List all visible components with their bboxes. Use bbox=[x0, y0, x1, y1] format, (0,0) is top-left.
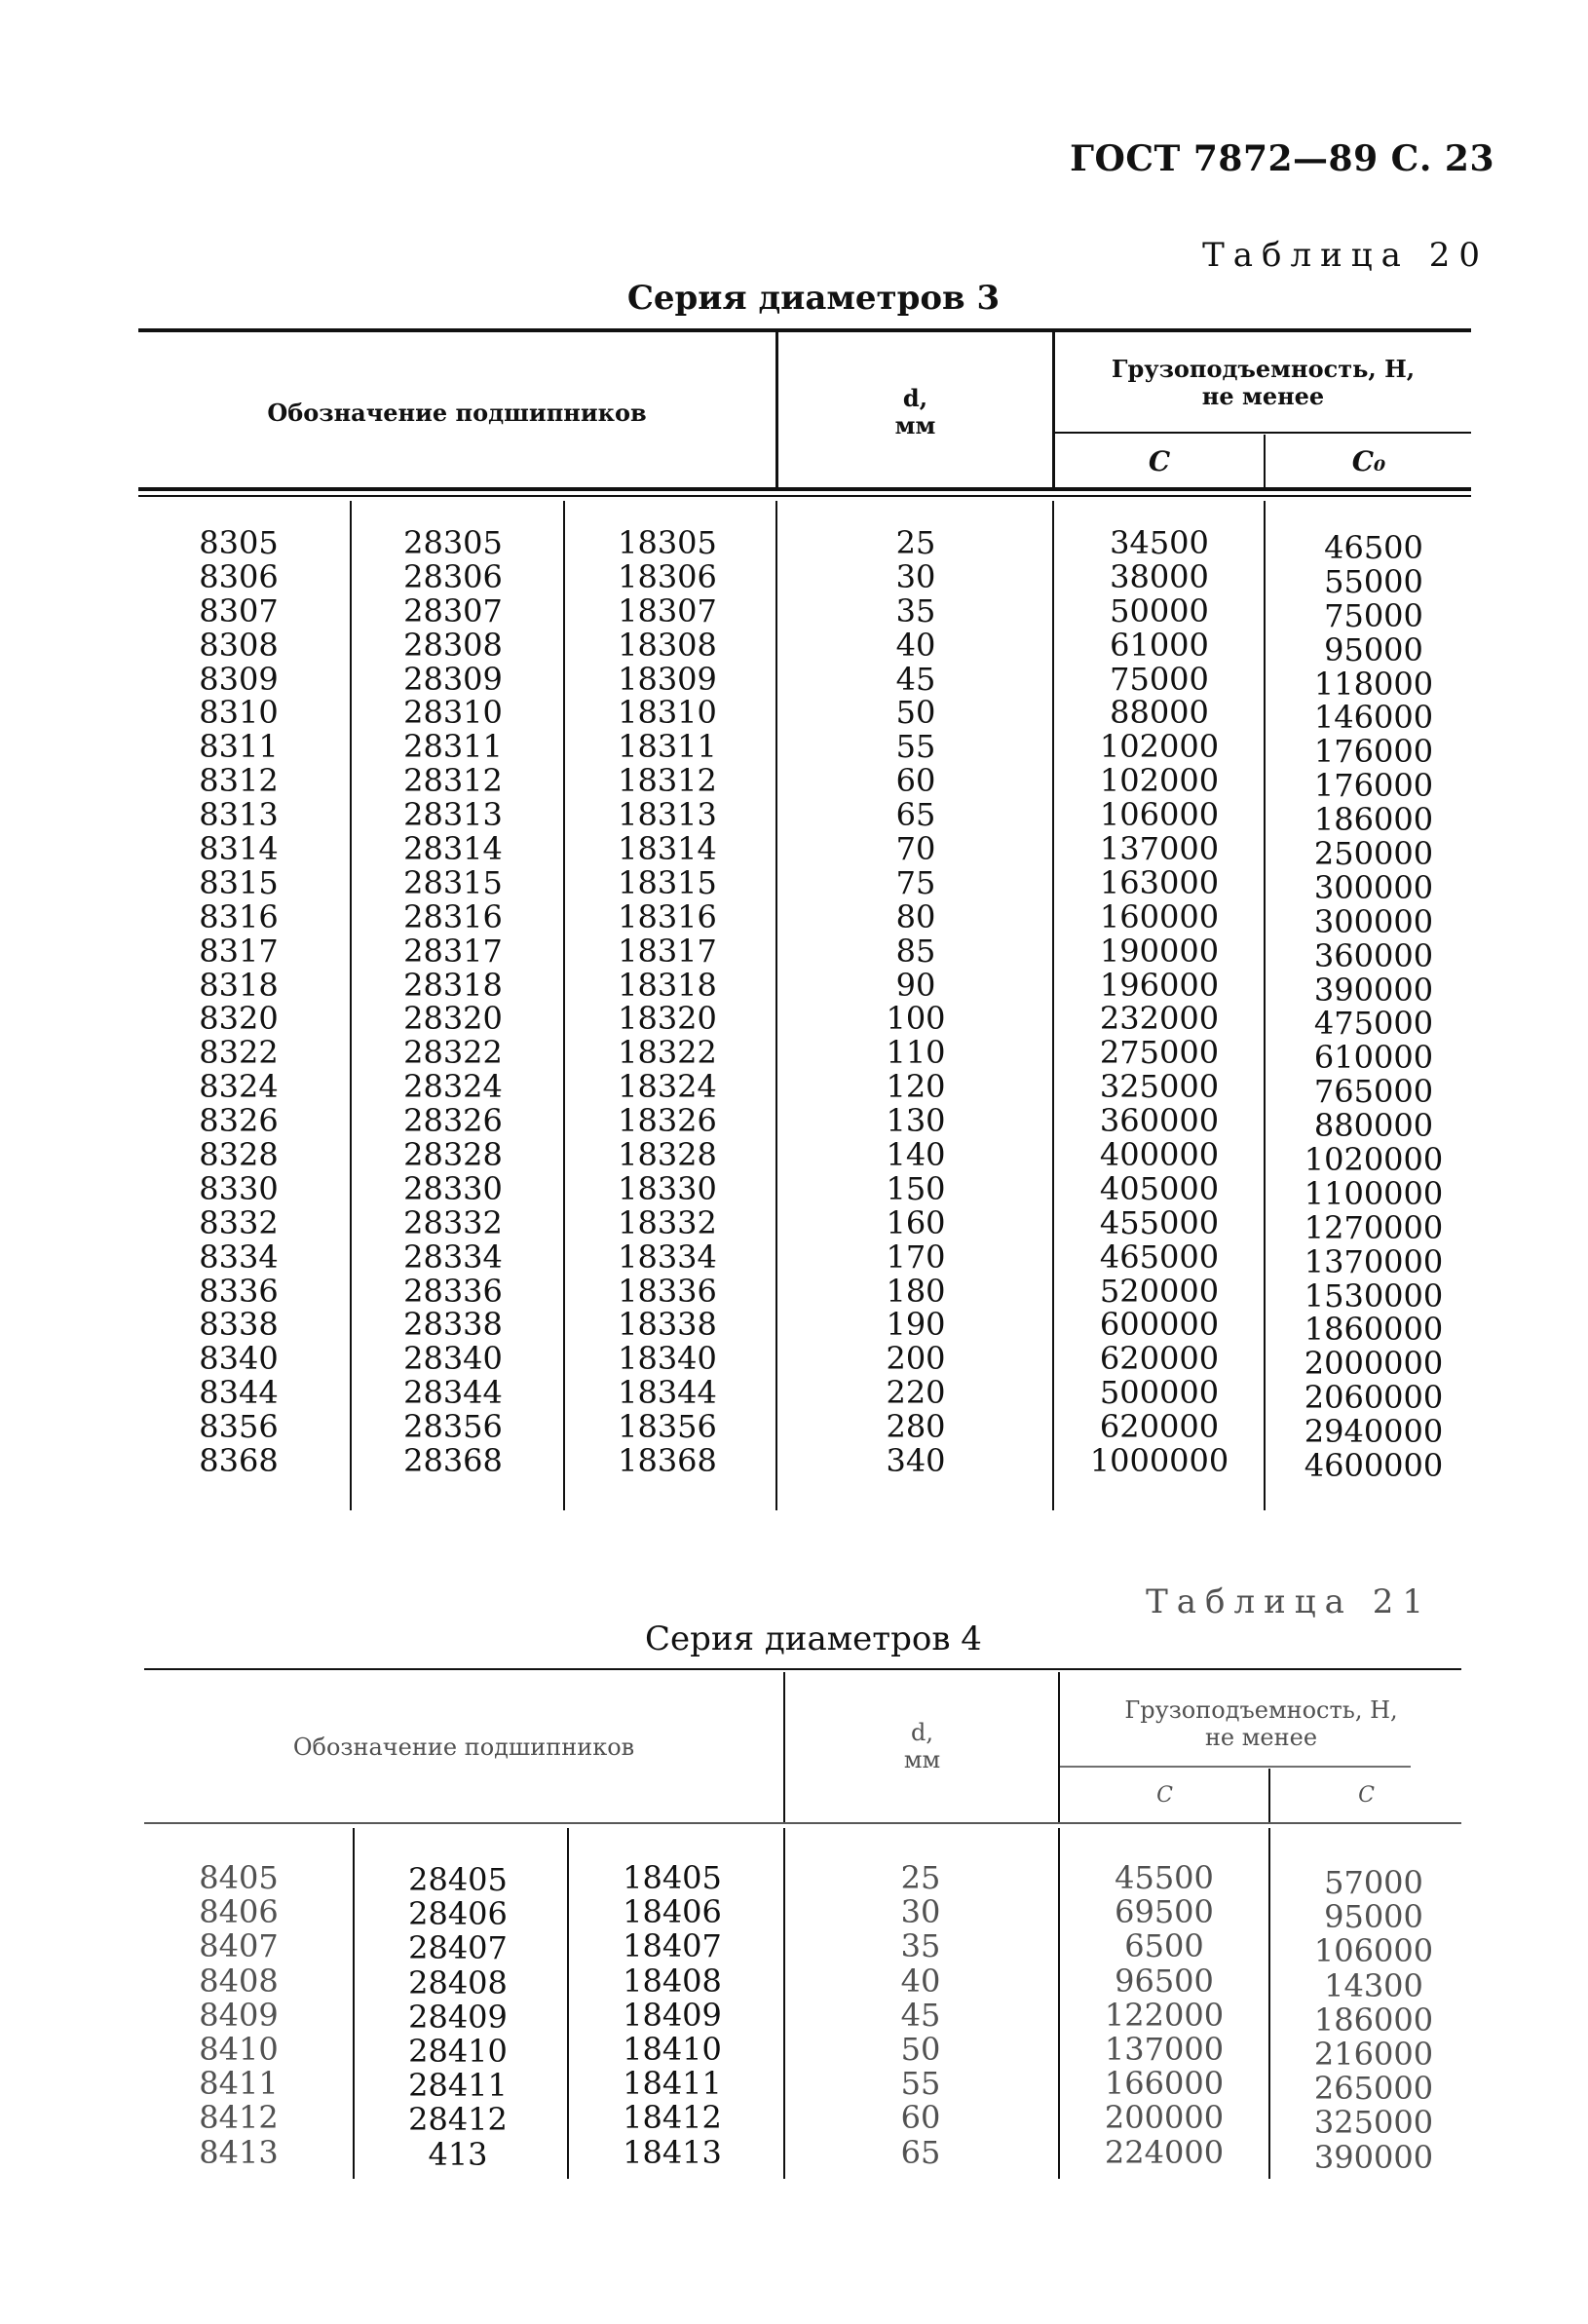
table-20-col-designation-b-cell: 28324 bbox=[403, 1068, 503, 1106]
table-21-col-designation-a-cell: 8406 bbox=[199, 1893, 279, 1931]
table-20-col-c-cell: 360000 bbox=[1099, 1102, 1220, 1140]
table-20-col-designation-c-cell: 18313 bbox=[618, 796, 717, 834]
table-20-col-designation-b-cell: 28308 bbox=[403, 626, 503, 664]
table-20-col-d-cell: 90 bbox=[895, 966, 936, 1004]
table-20-col-designation-c-cell: 18344 bbox=[618, 1374, 717, 1412]
table-21-c0-header: C bbox=[1358, 1783, 1375, 1808]
table-20-col-designation-a-cell: 8307 bbox=[199, 591, 279, 629]
table-20-col-designation-b-cell: 28332 bbox=[403, 1203, 503, 1241]
table-20-col-designation-b-cell: 28306 bbox=[403, 557, 503, 595]
table-21-col-designation-c-cell: 18405 bbox=[623, 1859, 722, 1896]
table-21-col-c-cell: 96500 bbox=[1115, 1962, 1214, 2000]
table-20-col-c bbox=[1081, 526, 1237, 1478]
table-21-col-c-cell: 69500 bbox=[1115, 1893, 1214, 1931]
table-20-col-d-cell: 25 bbox=[895, 524, 936, 561]
table-20-header-rule bbox=[138, 487, 1471, 491]
table-21-col-c bbox=[1086, 1861, 1242, 2170]
table-21-col-c0-cell: 390000 bbox=[1313, 2138, 1434, 2176]
table-20-col-c-cell: 620000 bbox=[1099, 1340, 1220, 1378]
table-20-col-designation-b-cell: 28315 bbox=[403, 863, 503, 901]
table-20-col-designation-a-cell: 8332 bbox=[199, 1203, 279, 1241]
table-20-col-c-cell: 160000 bbox=[1099, 897, 1220, 935]
table-20-col-c0-cell: 176000 bbox=[1313, 767, 1434, 805]
table-21-col-d-cell: 45 bbox=[900, 1996, 941, 2034]
table-20-col-designation-a-cell: 8338 bbox=[199, 1306, 279, 1344]
table-20-col-designation-c-cell: 18340 bbox=[618, 1340, 717, 1378]
table-20-col-d-cell: 220 bbox=[886, 1374, 946, 1412]
table-20-col-designation-c-cell: 18334 bbox=[618, 1238, 717, 1276]
table-20-col-c-cell: 50000 bbox=[1110, 591, 1209, 629]
table-20-col-designation-b-cell: 28305 bbox=[403, 524, 503, 561]
table-20-col-designation-b-cell: 28338 bbox=[403, 1306, 503, 1344]
table-21-header-divider-1 bbox=[783, 1672, 785, 1822]
table-20-col-d-cell: 200 bbox=[886, 1340, 946, 1378]
table-21-col-designation-b-cell: 28407 bbox=[408, 1929, 508, 1967]
table-20-col-designation-c-cell: 18311 bbox=[618, 728, 717, 766]
table-21-col-c-cell: 6500 bbox=[1124, 1927, 1204, 1965]
table-20-col-designation-c-cell: 18330 bbox=[618, 1169, 717, 1207]
table-20-col-c-cell: 102000 bbox=[1099, 762, 1220, 800]
table-20-col-d-cell: 35 bbox=[895, 591, 936, 629]
table-20-col-d-cell: 190 bbox=[886, 1306, 946, 1344]
table-21-col-designation-c-cell: 18406 bbox=[623, 1893, 722, 1931]
table-20-col-c0-cell: 4600000 bbox=[1304, 1447, 1444, 1485]
table-20-col-c0-cell: 186000 bbox=[1313, 801, 1434, 839]
table-21-col-designation-b-cell: 28408 bbox=[408, 1963, 508, 2001]
table-20-top-rule bbox=[138, 328, 1471, 332]
table-21-header-divider-2 bbox=[1058, 1672, 1060, 1822]
table-20-col-designation-a-cell: 8316 bbox=[199, 897, 279, 935]
table-20-body-divider-4 bbox=[1052, 501, 1054, 1510]
table-21-col-designation-c-cell: 18410 bbox=[623, 2030, 722, 2068]
table-20-col-c0-cell: 1100000 bbox=[1304, 1174, 1444, 1212]
table-20-col-designation-c-cell: 18307 bbox=[618, 591, 717, 629]
table-21-col-c-cell: 166000 bbox=[1104, 2065, 1225, 2103]
table-20-col-designation-a-cell: 8322 bbox=[199, 1034, 279, 1072]
table-20-col-c0 bbox=[1291, 531, 1456, 1483]
table-20-col-c0-cell: 610000 bbox=[1313, 1039, 1434, 1077]
table-20-col-designation-a-cell: 8315 bbox=[199, 863, 279, 901]
table-20-col-c0-cell: 390000 bbox=[1313, 971, 1434, 1009]
table-20-col-designation-a-cell: 8330 bbox=[199, 1169, 279, 1207]
table-21-col-designation-c-cell: 18411 bbox=[623, 2065, 722, 2103]
table-20-capacity-header: Грузоподъемность, Н, не менее bbox=[1111, 355, 1416, 410]
table-20-col-designation-a-cell: 8334 bbox=[199, 1238, 279, 1276]
table-21-col-designation-b-cell: 28412 bbox=[408, 2101, 508, 2139]
table-20-col-c0-cell: 300000 bbox=[1313, 902, 1434, 940]
table-20-col-designation-a-cell: 8313 bbox=[199, 796, 279, 834]
table-20-col-designation-a-cell: 8306 bbox=[199, 557, 279, 595]
table-21-col-d-cell: 25 bbox=[900, 1859, 941, 1896]
table-21-col-c-cell: 224000 bbox=[1104, 2133, 1225, 2171]
table-21-col-designation-c-cell: 18413 bbox=[623, 2133, 722, 2171]
table-21-col-designation-b-cell: 28405 bbox=[408, 1861, 508, 1898]
table-20-col-c0-cell: 176000 bbox=[1313, 733, 1434, 771]
table-20-col-d-cell: 160 bbox=[886, 1203, 946, 1241]
table-20-col-designation-a-cell: 8328 bbox=[199, 1136, 279, 1174]
table-20-col-designation-a-cell: 8356 bbox=[199, 1408, 279, 1446]
table-21-col-designation-b-cell: 28409 bbox=[408, 1998, 508, 2036]
table-20-col-c0-cell: 55000 bbox=[1324, 562, 1423, 600]
table-21-col-designation-a-cell: 8407 bbox=[199, 1927, 279, 1965]
table-20-col-designation-c-cell: 18368 bbox=[618, 1442, 717, 1480]
table-21-col-d bbox=[862, 1861, 979, 2170]
table-20-col-designation-b-cell: 28316 bbox=[403, 897, 503, 935]
table-20-col-designation-a-cell: 8311 bbox=[199, 728, 279, 766]
table-21-col-c-cell: 200000 bbox=[1104, 2099, 1225, 2137]
table-21-col-designation-a-cell: 8412 bbox=[199, 2099, 279, 2137]
table-20-col-designation-c-cell: 18318 bbox=[618, 966, 717, 1004]
table-20-col-designation-c-cell: 18332 bbox=[618, 1203, 717, 1241]
table-20-col-designation-b-cell: 28311 bbox=[403, 728, 503, 766]
table-21-col-c0-cell: 186000 bbox=[1313, 2000, 1434, 2038]
table-20-col-d-cell: 280 bbox=[886, 1408, 946, 1446]
table-21-col-c-cell: 45500 bbox=[1115, 1859, 1214, 1896]
table-21-d-header: d, мм bbox=[903, 1719, 941, 1773]
table-20-col-c0-cell: 1370000 bbox=[1304, 1242, 1444, 1280]
table-21-col-c0-cell: 325000 bbox=[1313, 2104, 1434, 2142]
table-20-col-designation-a-cell: 8368 bbox=[199, 1442, 279, 1480]
table-20-col-c0-cell: 118000 bbox=[1313, 665, 1434, 703]
table-20-col-d-cell: 70 bbox=[895, 830, 936, 868]
table-20-col-d-cell: 30 bbox=[895, 557, 936, 595]
table-20-col-designation-a bbox=[185, 526, 292, 1478]
table-21-col-designation-b-cell: 28410 bbox=[408, 2032, 508, 2070]
table-20-col-c-cell: 500000 bbox=[1099, 1374, 1220, 1412]
table-20-col-designation-c-cell: 18324 bbox=[618, 1068, 717, 1106]
table-20-col-designation-a-cell: 8344 bbox=[199, 1374, 279, 1412]
table-20-c0-header: C₀ bbox=[1351, 445, 1386, 477]
table-20-col-designation-c-cell: 18308 bbox=[618, 626, 717, 664]
table-21-c-header: C bbox=[1156, 1783, 1173, 1808]
table-20-col-c0-cell: 1860000 bbox=[1304, 1311, 1444, 1349]
table-20-col-c0-cell: 1270000 bbox=[1304, 1208, 1444, 1246]
table-20-body-divider-1 bbox=[350, 501, 352, 1510]
table-20-col-designation-c-cell: 18317 bbox=[618, 932, 717, 970]
table-20-col-d-cell: 50 bbox=[895, 694, 936, 732]
table-20-col-c-cell: 275000 bbox=[1099, 1034, 1220, 1072]
table-20-c-header: C bbox=[1148, 445, 1171, 477]
table-20-col-d-cell: 340 bbox=[886, 1442, 946, 1480]
table-20-col-c-cell: 102000 bbox=[1099, 728, 1220, 766]
table-20-col-designation-b-cell: 28340 bbox=[403, 1340, 503, 1378]
table-21-designation-header: Обозначение подшипников bbox=[292, 1733, 635, 1761]
table-20-col-designation-b-cell: 28318 bbox=[403, 966, 503, 1004]
table-20-col-c-cell: 520000 bbox=[1099, 1272, 1220, 1310]
table-20-col-d-cell: 40 bbox=[895, 626, 936, 664]
table-20-body-divider-2 bbox=[563, 501, 565, 1510]
table-21-capacity-header: Грузоподъемность, Н, не менее bbox=[1124, 1696, 1398, 1751]
table-21-col-designation-c-cell: 18409 bbox=[623, 1996, 722, 2034]
table-20-col-d-cell: 80 bbox=[895, 897, 936, 935]
table-21-col-designation-b bbox=[395, 1863, 521, 2172]
table-21-col-designation-a bbox=[185, 1861, 292, 2170]
table-20-col-d-cell: 130 bbox=[886, 1102, 946, 1140]
table-20-col-designation-a-cell: 8314 bbox=[199, 830, 279, 868]
table-20-col-designation-b-cell: 28344 bbox=[403, 1374, 503, 1412]
table-20-col-c0-cell: 95000 bbox=[1324, 630, 1423, 668]
page-header: ГОСТ 7872—89 С. 23 bbox=[1070, 138, 1494, 179]
table-20-col-designation-c bbox=[604, 526, 731, 1478]
table-20-col-designation-b-cell: 28356 bbox=[403, 1408, 503, 1446]
table-21-col-designation-c bbox=[609, 1861, 736, 2170]
table-21-col-c0-cell: 106000 bbox=[1313, 1932, 1434, 1970]
table-20-col-d-cell: 120 bbox=[886, 1068, 946, 1106]
table-20-col-designation-c-cell: 18306 bbox=[618, 557, 717, 595]
table-20-col-c-cell: 137000 bbox=[1099, 830, 1220, 868]
table-21-title: Серия диаметров 4 bbox=[645, 1619, 982, 1658]
table-20-col-c-cell: 106000 bbox=[1099, 796, 1220, 834]
table-20-col-c-cell: 455000 bbox=[1099, 1203, 1220, 1241]
table-20-col-d-cell: 45 bbox=[895, 660, 936, 698]
table-20-col-c0-cell: 146000 bbox=[1313, 699, 1434, 737]
table-20-col-c0-cell: 880000 bbox=[1313, 1107, 1434, 1145]
table-20-col-designation-c-cell: 18316 bbox=[618, 897, 717, 935]
table-20-col-d-cell: 150 bbox=[886, 1169, 946, 1207]
table-21-body-divider-4 bbox=[1058, 1828, 1060, 2179]
table-20-col-c-cell: 232000 bbox=[1099, 1000, 1220, 1038]
table-21-col-designation-a-cell: 8411 bbox=[199, 2065, 279, 2103]
table-21-col-designation-a-cell: 8408 bbox=[199, 1962, 279, 2000]
table-20-col-designation-b-cell: 28307 bbox=[403, 591, 503, 629]
table-20-title: Серия диаметров 3 bbox=[626, 279, 1001, 318]
table-20-col-d-cell: 65 bbox=[895, 796, 936, 834]
table-20-col-c0-cell: 75000 bbox=[1324, 596, 1423, 634]
table-21-col-designation-b-cell: 28411 bbox=[408, 2067, 508, 2105]
table-20-col-designation-c-cell: 18312 bbox=[618, 762, 717, 800]
table-20-col-designation-c-cell: 18322 bbox=[618, 1034, 717, 1072]
table-20-col-d-cell: 110 bbox=[886, 1034, 946, 1072]
table-20-col-designation-c-cell: 18314 bbox=[618, 830, 717, 868]
table-20-col-c0-cell: 2940000 bbox=[1304, 1413, 1444, 1451]
table-20-col-c-cell: 88000 bbox=[1110, 694, 1209, 732]
table-20-col-c0-cell: 475000 bbox=[1313, 1005, 1434, 1043]
table-20-col-d-cell: 100 bbox=[886, 1000, 946, 1038]
table-21-col-designation-b-cell: 413 bbox=[428, 2135, 488, 2173]
table-20-col-c0-cell: 1530000 bbox=[1304, 1276, 1444, 1314]
table-20-col-designation-a-cell: 8317 bbox=[199, 932, 279, 970]
table-20-col-designation-a-cell: 8312 bbox=[199, 762, 279, 800]
table-21-col-designation-b-cell: 28406 bbox=[408, 1895, 508, 1933]
table-21-col-d-cell: 30 bbox=[900, 1893, 941, 1931]
table-20-body-divider-3 bbox=[775, 501, 777, 1510]
table-20-col-designation-a-cell: 8309 bbox=[199, 660, 279, 698]
table-20-col-designation-a-cell: 8320 bbox=[199, 1000, 279, 1038]
table-20-col-designation-b-cell: 28317 bbox=[403, 932, 503, 970]
table-20-col-designation-a-cell: 8310 bbox=[199, 694, 279, 732]
table-20-col-designation-a-cell: 8305 bbox=[199, 524, 279, 561]
table-20-col-c-cell: 34500 bbox=[1110, 524, 1209, 561]
table-21-body-divider-5 bbox=[1268, 1828, 1270, 2179]
table-20-col-designation-b-cell: 28336 bbox=[403, 1272, 503, 1310]
table-20-col-designation-a-cell: 8308 bbox=[199, 626, 279, 664]
table-20-col-d-cell: 140 bbox=[886, 1136, 946, 1174]
table-20-col-designation-c-cell: 18320 bbox=[618, 1000, 717, 1038]
table-20-col-d-cell: 170 bbox=[886, 1238, 946, 1276]
table-21-header-divider-3 bbox=[1268, 1769, 1270, 1822]
table-20-col-designation-b-cell: 28310 bbox=[403, 694, 503, 732]
table-20-col-c-cell: 600000 bbox=[1099, 1306, 1220, 1344]
table-20-header-divider-3 bbox=[1264, 435, 1266, 487]
table-20-col-c-cell: 400000 bbox=[1099, 1136, 1220, 1174]
table-20-col-c0-cell: 2000000 bbox=[1304, 1345, 1444, 1383]
table-21-col-d-cell: 50 bbox=[900, 2030, 941, 2068]
table-20-col-c0-cell: 250000 bbox=[1313, 835, 1434, 873]
table-20-col-designation-c-cell: 18326 bbox=[618, 1102, 717, 1140]
table-20-col-d-cell: 75 bbox=[895, 863, 936, 901]
table-20-col-designation-b-cell: 28322 bbox=[403, 1034, 503, 1072]
table-20-col-designation-c-cell: 18356 bbox=[618, 1408, 717, 1446]
table-21-col-d-cell: 35 bbox=[900, 1927, 941, 1965]
table-20-designation-header: Обозначение подшипников bbox=[267, 399, 647, 427]
table-20-col-designation-b-cell: 28320 bbox=[403, 1000, 503, 1038]
table-20-col-d-cell: 55 bbox=[895, 728, 936, 766]
table-20-col-d-cell: 60 bbox=[895, 762, 936, 800]
table-20-col-designation-c-cell: 18338 bbox=[618, 1306, 717, 1344]
table-20-col-c0-cell: 360000 bbox=[1313, 936, 1434, 974]
table-20-col-c-cell: 325000 bbox=[1099, 1068, 1220, 1106]
table-20-col-d-cell: 180 bbox=[886, 1272, 946, 1310]
table-21-col-designation-c-cell: 18408 bbox=[623, 1962, 722, 2000]
table-20-col-designation-c-cell: 18310 bbox=[618, 694, 717, 732]
table-20-col-c-cell: 465000 bbox=[1099, 1238, 1220, 1276]
table-20-col-designation-a-cell: 8318 bbox=[199, 966, 279, 1004]
table-20-header-rule-2 bbox=[138, 495, 1471, 497]
table-21-col-d-cell: 65 bbox=[900, 2133, 941, 2171]
table-20-col-designation-b-cell: 28328 bbox=[403, 1136, 503, 1174]
table-20-col-designation-c-cell: 18315 bbox=[618, 863, 717, 901]
table-21-col-designation-c-cell: 18407 bbox=[623, 1927, 722, 1965]
table-20-col-designation-b bbox=[390, 526, 516, 1478]
table-20-label: Таблица 20 bbox=[1202, 236, 1489, 275]
table-21-body-divider-1 bbox=[353, 1828, 355, 2179]
table-20-col-designation-b-cell: 28313 bbox=[403, 796, 503, 834]
table-20-capacity-rule bbox=[1054, 432, 1471, 434]
table-21-col-designation-c-cell: 18412 bbox=[623, 2099, 722, 2137]
table-21-body-divider-3 bbox=[783, 1828, 785, 2179]
table-20-d-header: d, мм bbox=[894, 384, 936, 439]
table-20-col-c-cell: 61000 bbox=[1110, 626, 1209, 664]
table-20-col-d-cell: 85 bbox=[895, 932, 936, 970]
table-21-body-divider-2 bbox=[567, 1828, 569, 2179]
table-20-col-c-cell: 196000 bbox=[1099, 966, 1220, 1004]
table-21-col-c0-cell: 95000 bbox=[1324, 1898, 1423, 1936]
table-20-col-designation-a-cell: 8324 bbox=[199, 1068, 279, 1106]
table-20-col-c-cell: 75000 bbox=[1110, 660, 1209, 698]
table-20-col-designation-c-cell: 18305 bbox=[618, 524, 717, 561]
table-20-col-c0-cell: 2060000 bbox=[1304, 1379, 1444, 1417]
table-20-col-c0-cell: 765000 bbox=[1313, 1073, 1434, 1111]
table-20-col-c0-cell: 46500 bbox=[1324, 529, 1423, 566]
table-21-label: Таблица 21 bbox=[1146, 1582, 1432, 1621]
table-21-col-c0-cell: 216000 bbox=[1313, 2035, 1434, 2073]
table-21-top-rule bbox=[144, 1668, 1461, 1670]
table-20-col-c-cell: 190000 bbox=[1099, 932, 1220, 970]
table-21-col-designation-a-cell: 8410 bbox=[199, 2030, 279, 2068]
table-20-col-designation-a-cell: 8326 bbox=[199, 1102, 279, 1140]
table-20-col-c-cell: 1000000 bbox=[1089, 1442, 1229, 1480]
table-21-capacity-rule bbox=[1060, 1766, 1411, 1768]
table-21-col-designation-a-cell: 8405 bbox=[199, 1859, 279, 1896]
table-20-col-designation-b-cell: 28309 bbox=[403, 660, 503, 698]
table-21-col-c0-cell: 57000 bbox=[1324, 1864, 1423, 1901]
table-20-col-c-cell: 620000 bbox=[1099, 1408, 1220, 1446]
table-20-col-c-cell: 163000 bbox=[1099, 863, 1220, 901]
table-20-col-designation-a-cell: 8336 bbox=[199, 1272, 279, 1310]
table-21-col-c-cell: 122000 bbox=[1104, 1996, 1225, 2034]
table-21-col-designation-a-cell: 8413 bbox=[199, 2133, 279, 2171]
table-20-col-designation-b-cell: 28330 bbox=[403, 1169, 503, 1207]
table-20-col-designation-a-cell: 8340 bbox=[199, 1340, 279, 1378]
table-21-col-c0 bbox=[1296, 1866, 1452, 2175]
table-21-col-c0-cell: 14300 bbox=[1324, 1966, 1423, 2004]
table-20-col-designation-c-cell: 18328 bbox=[618, 1136, 717, 1174]
table-21-col-designation-a-cell: 8409 bbox=[199, 1996, 279, 2034]
table-21-col-d-cell: 60 bbox=[900, 2099, 941, 2137]
table-21-header-rule bbox=[144, 1822, 1461, 1824]
table-20-col-designation-b-cell: 28334 bbox=[403, 1238, 503, 1276]
table-20-col-designation-b-cell: 28312 bbox=[403, 762, 503, 800]
table-20-body-divider-5 bbox=[1264, 501, 1266, 1510]
table-20-col-c-cell: 405000 bbox=[1099, 1169, 1220, 1207]
table-20-col-designation-b-cell: 28368 bbox=[403, 1442, 503, 1480]
table-20-col-designation-b-cell: 28326 bbox=[403, 1102, 503, 1140]
table-20-col-designation-c-cell: 18309 bbox=[618, 660, 717, 698]
table-20-col-d bbox=[857, 526, 974, 1478]
table-21-col-d-cell: 55 bbox=[900, 2065, 941, 2103]
table-21-col-c-cell: 137000 bbox=[1104, 2030, 1225, 2068]
table-20-col-c0-cell: 1020000 bbox=[1304, 1141, 1444, 1179]
table-20-col-c-cell: 38000 bbox=[1110, 557, 1209, 595]
table-20-col-c0-cell: 300000 bbox=[1313, 868, 1434, 906]
table-20-col-designation-b-cell: 28314 bbox=[403, 830, 503, 868]
table-20-col-designation-c-cell: 18336 bbox=[618, 1272, 717, 1310]
table-21-col-d-cell: 40 bbox=[900, 1962, 941, 2000]
table-21-col-c0-cell: 265000 bbox=[1313, 2070, 1434, 2108]
